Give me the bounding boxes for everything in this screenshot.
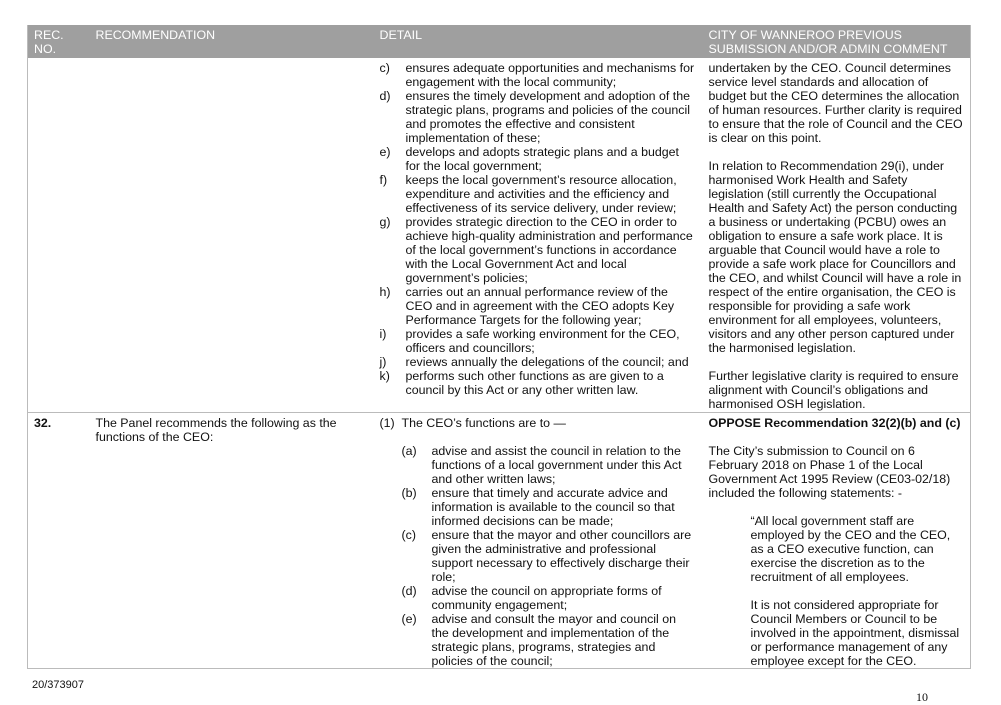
row1-comment-p2: In relation to Recommendation 29(i), under harmonised Work Health and Safety legislation (still currently the Occupational Health and Safety Act) the person conducting a business or undertaking (PCBU) owes an obligation to ensure a safe work place. It is arguable that Council would have a role to provide a safe work place for Councillors and the CEO, and whilst Council will have a role in respect of the entire organisation, the CEO is responsible for providing a safe work environment for all employees, volunteers, visitors and any other person captured under the harmonised legislation. (708, 159, 962, 355)
row2-detail-intro: (1) The CEO’s functions are to — (379, 416, 566, 430)
list-item-label: f) (379, 173, 388, 187)
row1-comment-p1: undertaken by the CEO. Council determines service level standards and allocation of budget but the CEO determines the allocation of human resources. Further clarity is required to ensure that the role of Council and the CEO is clear on this point. (708, 61, 963, 145)
list-item (402, 444, 697, 486)
document-reference: 20/373907 (32, 679, 84, 691)
list-item-text: keeps the local government’s resource allocation, expenditure and activities and the efficiency and effectiveness of its service delivery, under review; (405, 173, 677, 215)
list-item-label: c) (379, 61, 390, 75)
list-item-label: (e) (401, 612, 417, 626)
header-detail: DETAIL (374, 25, 703, 58)
row1-rec-no (28, 58, 90, 413)
list-item-label: (c) (401, 528, 416, 542)
list-item-label: (d) (401, 584, 417, 598)
row2-comment (703, 413, 971, 669)
list-item (380, 369, 697, 397)
header-comment: CITY OF WANNEROO PREVIOUS SUBMISSION AND/OR ADMIN COMMENT (703, 25, 971, 58)
list-item-label: i) (379, 327, 387, 341)
list-item-text: ensures the timely development and adoption of the strategic plans, programs and policies of the council and promotes the effective and consistent implementation of these; (405, 89, 690, 145)
row2-detail (374, 413, 703, 669)
list-item (402, 584, 697, 612)
list-item (380, 89, 697, 145)
list-item (402, 528, 697, 584)
list-item-text: ensures adequate opportunities and mechanisms for engagement with the local community; (405, 61, 695, 89)
list-item (402, 486, 697, 528)
row2-quote-p2: It is not considered appropriate for Council Members or Council to be involved in the appointment, dismissal or performance management of any employee except for the CEO. (750, 598, 960, 668)
row1-comment-p3: Further legislative clarity is required to ensure alignment with Council’s obligations and harmonised OSH legislation. (708, 369, 959, 411)
list-item-text: ensure that the mayor and other councillors are given the administrative and professional support necessary to effectively discharge their role; (431, 528, 692, 584)
list-item-label: e) (379, 145, 391, 159)
table-header-row (28, 25, 971, 58)
list-item-text: provides strategic direction to the CEO in order to achieve high-quality administration and performance of the local government’s functions in accordance with the Local Government Act and local government’s policies; (405, 215, 693, 285)
list-item-label: h) (379, 285, 391, 299)
list-item-text: reviews annually the delegations of the council; and (405, 355, 689, 369)
list-item-text: advise the council on appropriate forms of community engagement; (431, 584, 662, 612)
header-recommendation: RECOMMENDATION (90, 25, 374, 58)
list-item (380, 355, 697, 369)
list-item-label: k) (379, 369, 390, 383)
list-item-text: provides a safe working environment for the CEO, officers and councillors; (405, 327, 680, 355)
list-item (380, 285, 697, 327)
list-item-text: advise and assist the council in relation to the functions of a local government under this Act and other written laws; (431, 444, 682, 486)
row2-detail-list (380, 444, 697, 668)
list-item-text: advise and consult the mayor and council on the development and implementation of the strategic plans, programs, strategies and policies of the council; (431, 612, 677, 668)
list-item-label: (b) (401, 486, 417, 500)
list-item-label: g) (379, 215, 391, 229)
list-item-text: carries out an annual performance review of the CEO and in agreement with the CEO adopts Key Performance Targets for the following year; (405, 285, 675, 327)
list-item-text: develops and adopts strategic plans and a budget for the local government; (405, 145, 679, 173)
row1-recommendation (90, 58, 374, 413)
row2-comment-heading: OPPOSE Recommendation 32(2)(b) and (c) (708, 416, 961, 430)
page-number: 10 (916, 690, 928, 704)
row2-quote-p1: “All local government staff are employed by the CEO and the CEO, as a CEO executive function, can exercise the discretion as to the recruitment of all employees. (750, 514, 951, 584)
list-item (402, 612, 697, 668)
row1-comment (703, 58, 971, 413)
list-item-text: performs such other functions as are given to a council by this Act or any other written law. (405, 369, 664, 397)
list-item-label: d) (379, 89, 391, 103)
list-item (380, 327, 697, 355)
row2-rec-no: 32. (28, 413, 90, 669)
list-item-label: j) (379, 355, 387, 369)
row1-detail-list (380, 61, 697, 397)
table-row (28, 58, 971, 413)
row2-comment-p1: The City’s submission to Council on 6 February 2018 on Phase 1 of the Local Government Act 1995 Review (CE03-02/18) included the following statements: - (708, 444, 951, 500)
row1-detail (374, 58, 703, 413)
header-rec-no: REC. NO. (28, 25, 90, 58)
recommendations-table (27, 25, 971, 669)
list-item (380, 173, 697, 215)
row2-recommendation: The Panel recommends the following as the functions of the CEO: (90, 413, 374, 669)
list-item-text: ensure that timely and accurate advice and information is available to the council so that informed decisions can be made; (431, 486, 675, 528)
list-item (380, 61, 697, 89)
list-item (380, 145, 697, 173)
list-item-label: (a) (401, 444, 417, 458)
table-row (28, 413, 971, 669)
list-item (380, 215, 697, 285)
